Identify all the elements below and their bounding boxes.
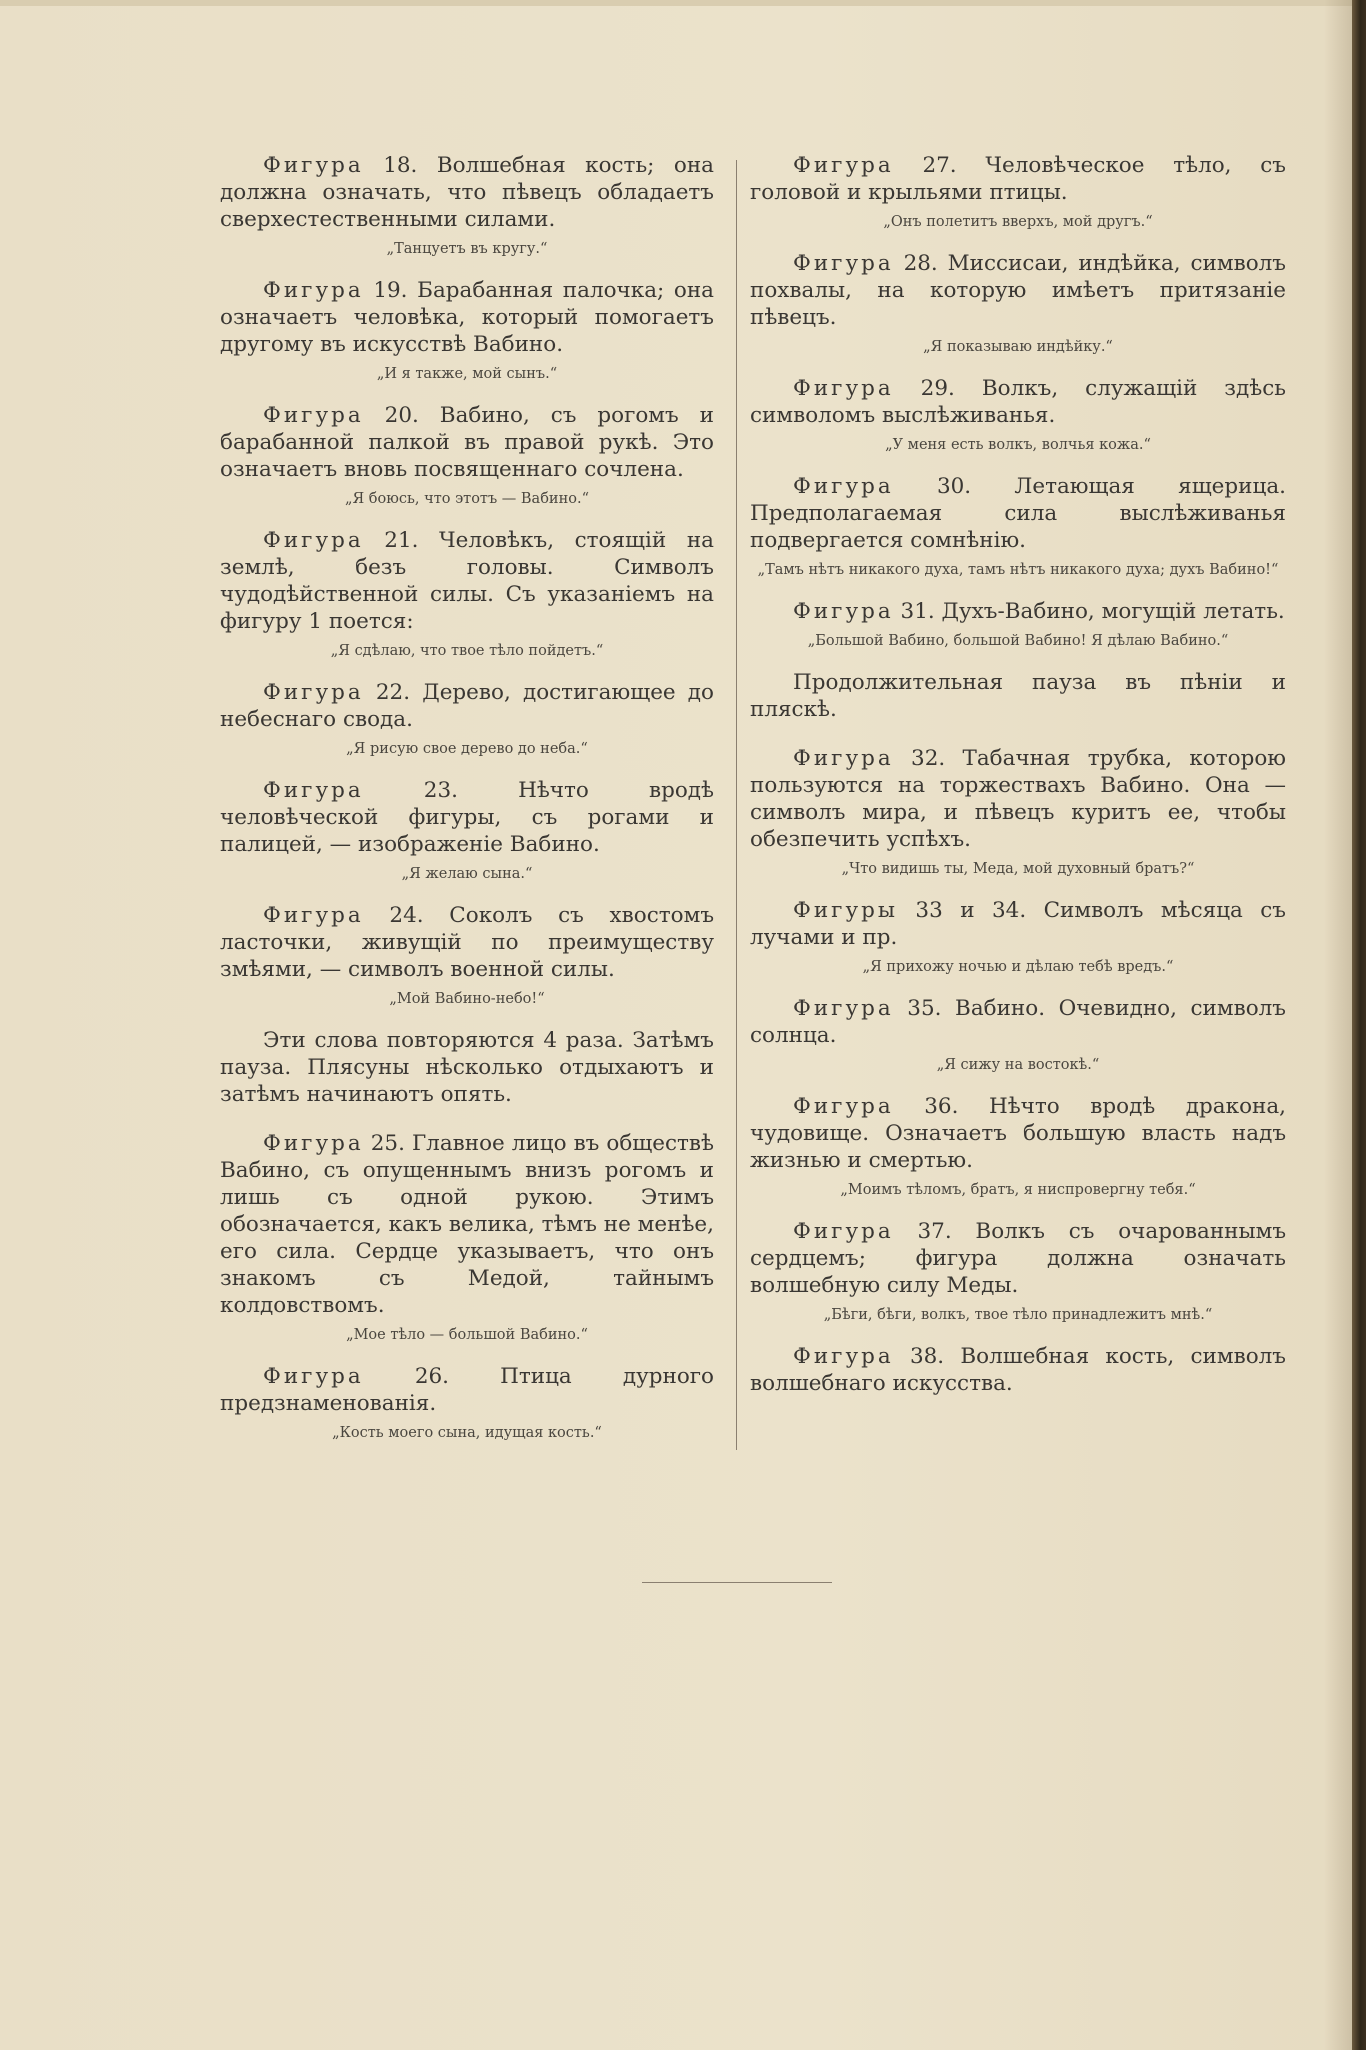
song-quote: „Большой Вабино, большой Вабино! Я дѣлаю Вабино.“ bbox=[807, 633, 1229, 649]
entry-paragraph bbox=[220, 152, 714, 233]
figure-description: 20. Вабино, съ рогомъ и барабанной палкой въ правой рукѣ. Это означаетъ вновь посвященнаго сочлена. bbox=[220, 403, 714, 482]
song-quote: „Танцуетъ въ кругу.“ bbox=[386, 241, 548, 257]
entry-paragraph bbox=[750, 897, 1286, 951]
song-quote: „Онъ полетитъ вверхъ, мой другъ.“ bbox=[883, 214, 1153, 230]
figure-label: Фигура bbox=[263, 278, 364, 303]
figure-entry bbox=[220, 1363, 714, 1443]
figure-description: 29. Волкъ, служащій здѣсь символомъ выслѣживанья. bbox=[750, 376, 1286, 428]
figure-entry bbox=[750, 897, 1286, 977]
song-quote: „Я показываю индѣйку.“ bbox=[923, 339, 1113, 355]
left-column bbox=[220, 152, 714, 1461]
figure-entry bbox=[750, 669, 1286, 723]
column-divider bbox=[736, 160, 737, 1450]
song-quote: „Я сдѣлаю, что твое тѣло пойдетъ.“ bbox=[330, 643, 604, 659]
figure-description: 38. Волшебная кость, символъ волшебнаго искусства. bbox=[750, 1344, 1286, 1396]
entry-paragraph bbox=[750, 1343, 1286, 1397]
figure-label: Фигура bbox=[793, 1219, 894, 1244]
figure-description: 19. Барабанная палочка; она означаетъ человѣка, который помогаетъ другому въ искусствѣ Вабино. bbox=[220, 278, 714, 357]
entry-paragraph bbox=[220, 277, 714, 358]
figure-entry bbox=[750, 473, 1286, 580]
figure-description: 25. Главное лицо въ обществѣ Вабино, съ опущеннымъ внизъ рогомъ и лишь съ одной рукою. Этимъ обозначается, какъ велика, тѣмъ не менѣе, его сила. Сердце указываетъ, что онъ знакомъ съ Медой, тайнымъ колдовствомъ. bbox=[220, 1131, 714, 1318]
figure-label: Фигура bbox=[793, 1094, 894, 1119]
figure-label: Фигура bbox=[263, 153, 364, 178]
figure-label: Фигура bbox=[263, 1364, 364, 1389]
page-fold-shadow bbox=[1324, 0, 1352, 2050]
song-quote: „Я прихожу ночью и дѣлаю тебѣ вредъ.“ bbox=[862, 959, 1174, 975]
figure-entry bbox=[220, 902, 714, 1009]
page-right-edge bbox=[1352, 0, 1366, 2050]
entry-paragraph bbox=[750, 598, 1286, 625]
figure-entry bbox=[750, 995, 1286, 1075]
figure-entry bbox=[220, 527, 714, 661]
song-quote: „Мое тѣло — большой Вабино.“ bbox=[346, 1327, 588, 1343]
song-quote: „Что видишь ты, Меда, мой духовный братъ?“ bbox=[841, 861, 1195, 877]
song-quote: „У меня есть волкъ, волчья кожа.“ bbox=[885, 437, 1151, 453]
song-quote: „Кость моего сына, идущая кость.“ bbox=[332, 1425, 602, 1441]
entry-paragraph bbox=[220, 1027, 714, 1108]
figure-description: 30. Летающая ящерица. Предполагаемая сила выслѣживанья подвергается сомнѣнію. bbox=[750, 474, 1286, 553]
entry-paragraph bbox=[220, 902, 714, 983]
figure-label: Фигура bbox=[793, 474, 894, 499]
figure-entry bbox=[220, 679, 714, 759]
figure-description: 32. Табачная трубка, которою пользуются на торжествахъ Вабино. Она — символъ мира, и пѣвецъ куритъ ее, чтобы обезпечить успѣхъ. bbox=[750, 746, 1286, 852]
entry-paragraph bbox=[220, 1363, 714, 1417]
figure-entry bbox=[750, 1218, 1286, 1325]
figure-description: Продолжительная пауза въ пѣніи и пляскѣ. bbox=[750, 670, 1286, 722]
figure-description: 28. Миссисаи, индѣйка, символъ похвалы, на которую имѣетъ притязаніе пѣвецъ. bbox=[750, 251, 1286, 330]
figure-description: 36. Нѣчто вродѣ дракона, чудовище. Означаетъ большую власть надъ жизнью и смертью. bbox=[750, 1094, 1286, 1173]
figure-entry bbox=[750, 375, 1286, 455]
entry-paragraph bbox=[750, 152, 1286, 206]
figure-description: 35. Вабино. Очевидно, символъ солнца. bbox=[750, 996, 1286, 1048]
entry-paragraph bbox=[750, 669, 1286, 723]
figure-entry bbox=[750, 1093, 1286, 1200]
figure-entry bbox=[220, 1027, 714, 1108]
song-quote: „Мой Вабино-небо!“ bbox=[389, 991, 545, 1007]
figure-entry bbox=[750, 152, 1286, 232]
figure-entry bbox=[220, 402, 714, 509]
figure-label: Фигура bbox=[263, 403, 364, 428]
entry-paragraph bbox=[750, 995, 1286, 1049]
figure-label: Фигура bbox=[793, 1344, 894, 1369]
entry-paragraph bbox=[220, 527, 714, 635]
entry-paragraph bbox=[220, 1130, 714, 1319]
figure-entry bbox=[220, 152, 714, 259]
figure-description: 23. Нѣчто вродѣ человѣческой фигуры, съ рогами и палицей, — изображеніе Вабино. bbox=[220, 778, 714, 857]
figure-description: Эти слова повторяются 4 раза. Затѣмъ пауза. Плясуны нѣсколько отдыхаютъ и затѣмъ начинаютъ опять. bbox=[220, 1028, 714, 1107]
figure-label: Фигура bbox=[263, 680, 364, 705]
entry-paragraph bbox=[750, 375, 1286, 429]
entry-paragraph bbox=[750, 1218, 1286, 1299]
song-quote: „Я боюсь, что этотъ — Вабино.“ bbox=[344, 491, 590, 507]
figure-entry bbox=[750, 598, 1286, 651]
entry-paragraph bbox=[220, 402, 714, 483]
figure-label: Фигура bbox=[793, 153, 894, 178]
entry-paragraph bbox=[750, 745, 1286, 853]
figure-description: 22. Дерево, достигающее до небеснаго свода. bbox=[220, 680, 714, 732]
figure-description: 21. Человѣкъ, стоящій на землѣ, безъ головы. Символъ чудодѣйственной силы. Съ указаніемъ на фигуру 1 поется: bbox=[220, 528, 714, 634]
figure-label: Фигура bbox=[263, 1131, 364, 1156]
figure-entry bbox=[750, 1343, 1286, 1397]
figure-entry bbox=[220, 277, 714, 384]
figure-label: Фигура bbox=[793, 251, 894, 276]
figure-label: Фигура bbox=[793, 746, 894, 771]
figure-description: 31. Духъ-Вабино, могущій летать. bbox=[900, 599, 1285, 624]
page-top-edge bbox=[0, 0, 1366, 6]
figure-description: 18. Волшебная кость; она должна означать, что пѣвецъ обладаетъ сверхестественными силами. bbox=[220, 153, 714, 232]
figure-entry bbox=[750, 745, 1286, 879]
figure-label: Фигуры bbox=[793, 898, 898, 923]
entry-paragraph bbox=[750, 1093, 1286, 1174]
figure-entry bbox=[220, 1130, 714, 1345]
figure-label: Фигура bbox=[793, 376, 894, 401]
entry-paragraph bbox=[750, 473, 1286, 554]
figure-description: 24. Соколъ съ хвостомъ ласточки, живущій по преимуществу змѣями, — символъ военной силы. bbox=[220, 903, 715, 982]
right-column bbox=[750, 152, 1286, 1419]
entry-paragraph bbox=[750, 250, 1286, 331]
figure-description: 37. Волкъ съ очарованнымъ сердцемъ; фигура должна означать волшебную силу Меды. bbox=[750, 1219, 1286, 1298]
song-quote: „Моимъ тѣломъ, братъ, я ниспровергну тебя.“ bbox=[840, 1182, 1196, 1198]
bottom-rule bbox=[642, 1582, 832, 1583]
song-quote: „Тамъ нѣтъ никакого духа, тамъ нѣтъ никакого духа; духъ Вабино!“ bbox=[757, 562, 1279, 578]
figure-description: 26. Птица дурного предзнаменованія. bbox=[220, 1364, 714, 1416]
song-quote: „И я также, мой сынъ.“ bbox=[376, 366, 558, 382]
entry-paragraph bbox=[220, 679, 714, 733]
song-quote: „Я рисую свое дерево до неба.“ bbox=[346, 741, 588, 757]
figure-label: Фигура bbox=[793, 599, 894, 624]
figure-entry bbox=[220, 777, 714, 884]
song-quote: „Я сижу на востокѣ.“ bbox=[936, 1057, 1100, 1073]
figure-label: Фигура bbox=[263, 903, 364, 928]
song-quote: „Я желаю сына.“ bbox=[401, 866, 533, 882]
figure-label: Фигура bbox=[793, 996, 894, 1021]
figure-description: 27. Человѣческое тѣло, съ головой и крыльями птицы. bbox=[750, 153, 1286, 205]
entry-paragraph bbox=[220, 777, 714, 858]
figure-label: Фигура bbox=[263, 778, 364, 803]
song-quote: „Бѣги, бѣги, волкъ, твое тѣло принадлежитъ мнѣ.“ bbox=[823, 1307, 1213, 1323]
figure-label: Фигура bbox=[263, 528, 364, 553]
figure-description: 33 и 34. Символъ мѣсяца съ лучами и пр. bbox=[750, 898, 1286, 950]
figure-entry bbox=[750, 250, 1286, 357]
